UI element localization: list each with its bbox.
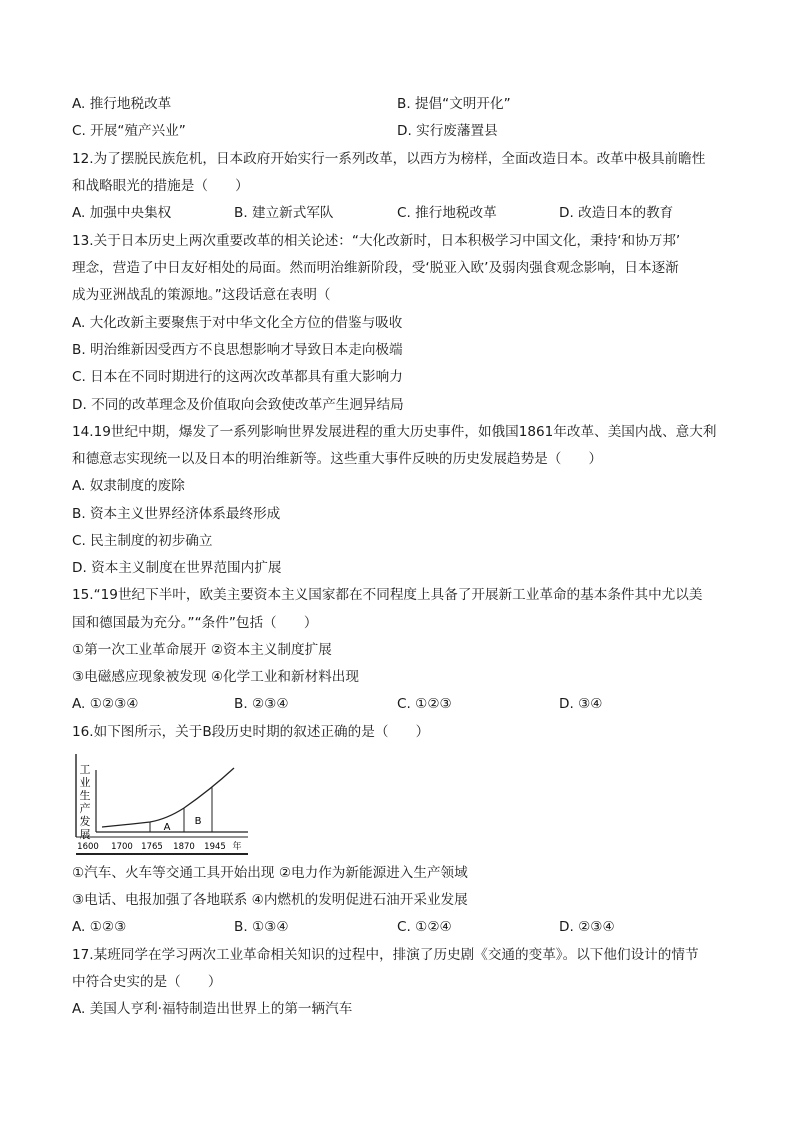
q13-option-c: C. 日本在不同时期进行的这两次改革都具有重大影响力 <box>72 369 403 385</box>
q15-option-a: A. ①②③④ <box>72 696 139 712</box>
q16-statements-line-2: ③电话、电报加强了各地联系 ④内燃机的发明促进石油开采业发展 <box>72 892 468 908</box>
q16-option-b: B. ①③④ <box>234 919 289 935</box>
q17-stem-line-2: 中符合史实的是（ ） <box>72 974 222 990</box>
figure-ylabel-char-5: 发 <box>79 815 91 828</box>
q15-stem-line-3: ①第一次工业革命展开 ②资本主义制度扩展 <box>72 642 332 658</box>
q15-stem-line-1: 15.“19世纪下半叶，欧美主要资本主义国家都在不同程度上具备了开展新工业革命的基本条件其中尤以美 <box>72 587 703 603</box>
figure-tick-1700: 1700 <box>111 842 133 852</box>
q15-option-d: D. ③④ <box>559 696 603 712</box>
q16-option-c: C. ①②④ <box>397 919 452 935</box>
q12-stem-line-1: 12.为了摆脱民族危机，日本政府开始实行一系列改革，以西方为榜样，全面改造日本。改革中极具前瞻性 <box>72 151 706 167</box>
q11-option-c: C. 开展“殖产兴业” <box>72 123 186 139</box>
q13-option-d: D. 不同的改革理念及价值取向会致使改革产生迥异结局 <box>72 397 404 413</box>
q16-statements-line-1: ①汽车、火车等交通工具开始出现 ②电力作为新能源进入生产领域 <box>72 865 468 881</box>
figure-segment-b: B <box>194 816 202 827</box>
q13-stem-line-3: 成为亚洲战乱的策源地。”这段话意在表明（ <box>72 287 331 303</box>
q12-stem-line-2: 和战略眼光的措施是（ ） <box>72 178 249 194</box>
q14-option-a: A. 奴隶制度的废除 <box>72 478 185 494</box>
q14-option-b: B. 资本主义世界经济体系最终形成 <box>72 506 281 522</box>
figure-tick-1600: 1600 <box>77 842 99 852</box>
q16-option-d: D. ②③④ <box>559 919 615 935</box>
q11-option-b: B. 提倡“文明开化” <box>397 96 511 112</box>
q15-stem-line-4: ③电磁感应现象被发现 ④化学工业和新材料出现 <box>72 669 359 685</box>
figure-growth-curve <box>102 768 234 827</box>
figure-xlabel-unit: 年 <box>232 842 242 852</box>
q17-stem-line-1: 17.某班同学在学习两次工业革命相关知识的过程中，排演了历史剧《交通的变革》。以下他们设计的情节 <box>72 947 699 963</box>
q14-stem-line-1: 14.19世纪中期，爆发了一系列影响世界发展进程的重大历史事件，如俄国1861年改革、美国内战、意大利 <box>72 424 717 440</box>
figure-ylabel-char-3: 生 <box>79 789 91 802</box>
q15-stem-line-2: 国和德国最为充分。”“条件”包括（ ） <box>72 615 318 631</box>
q12-option-a: A. 加强中央集权 <box>72 205 172 221</box>
q14-stem-line-2: 和德意志实现统一以及日本的明治维新等。这些重大事件反映的历史发展趋势是（ ） <box>72 451 603 467</box>
figure-tick-1870: 1870 <box>173 842 195 852</box>
q15-option-b: B. ②③④ <box>234 696 289 712</box>
q11-option-d: D. 实行废藩置县 <box>397 123 498 139</box>
q15-option-c: C. ①②③ <box>397 696 452 712</box>
figure-tick-1765: 1765 <box>141 842 163 852</box>
figure-ylabel-char-6: 展 <box>79 828 91 841</box>
figure-tick-1945: 1945 <box>204 842 226 852</box>
q14-option-c: C. 民主制度的初步确立 <box>72 533 213 549</box>
q13-option-a: A. 大化改新主要聚焦于对中华文化全方位的借鉴与吸收 <box>72 315 403 331</box>
q17-option-a: A. 美国人亨利·福特制造出世界上的第一辆汽车 <box>72 1001 353 1017</box>
q16-stem-line-1: 16.如下图所示，关于B段历史时期的叙述正确的是（ ） <box>72 724 430 740</box>
q13-stem-line-1: 13.关于日本历史上两次重要改革的相关论述：“大化改新时，日本积极学习中国文化，秉持‘和协万邦’ <box>72 233 681 249</box>
q14-option-d: D. 资本主义制度在世界范围内扩展 <box>72 560 282 576</box>
q11-option-a: A. 推行地税改革 <box>72 96 172 112</box>
q16-industrial-development-figure <box>72 750 254 858</box>
q12-option-b: B. 建立新式军队 <box>234 205 334 221</box>
q12-option-c: C. 推行地税改革 <box>397 205 497 221</box>
q13-stem-line-2: 理念，营造了中日友好相处的局面。然而明治维新阶段，受‘脱亚入欧’及弱肉强食观念影响，日本逐渐 <box>72 260 679 276</box>
q16-option-a: A. ①②③ <box>72 919 127 935</box>
figure-ylabel-char-4: 产 <box>79 802 91 815</box>
figure-ylabel-char-1: 工 <box>79 763 91 776</box>
figure-ylabel-char-2: 业 <box>79 776 91 789</box>
q12-option-d: D. 改造日本的教育 <box>559 205 674 221</box>
q13-option-b: B. 明治维新因受西方不良思想影响才导致日本走向极端 <box>72 342 403 358</box>
figure-segment-a: A <box>163 822 171 833</box>
